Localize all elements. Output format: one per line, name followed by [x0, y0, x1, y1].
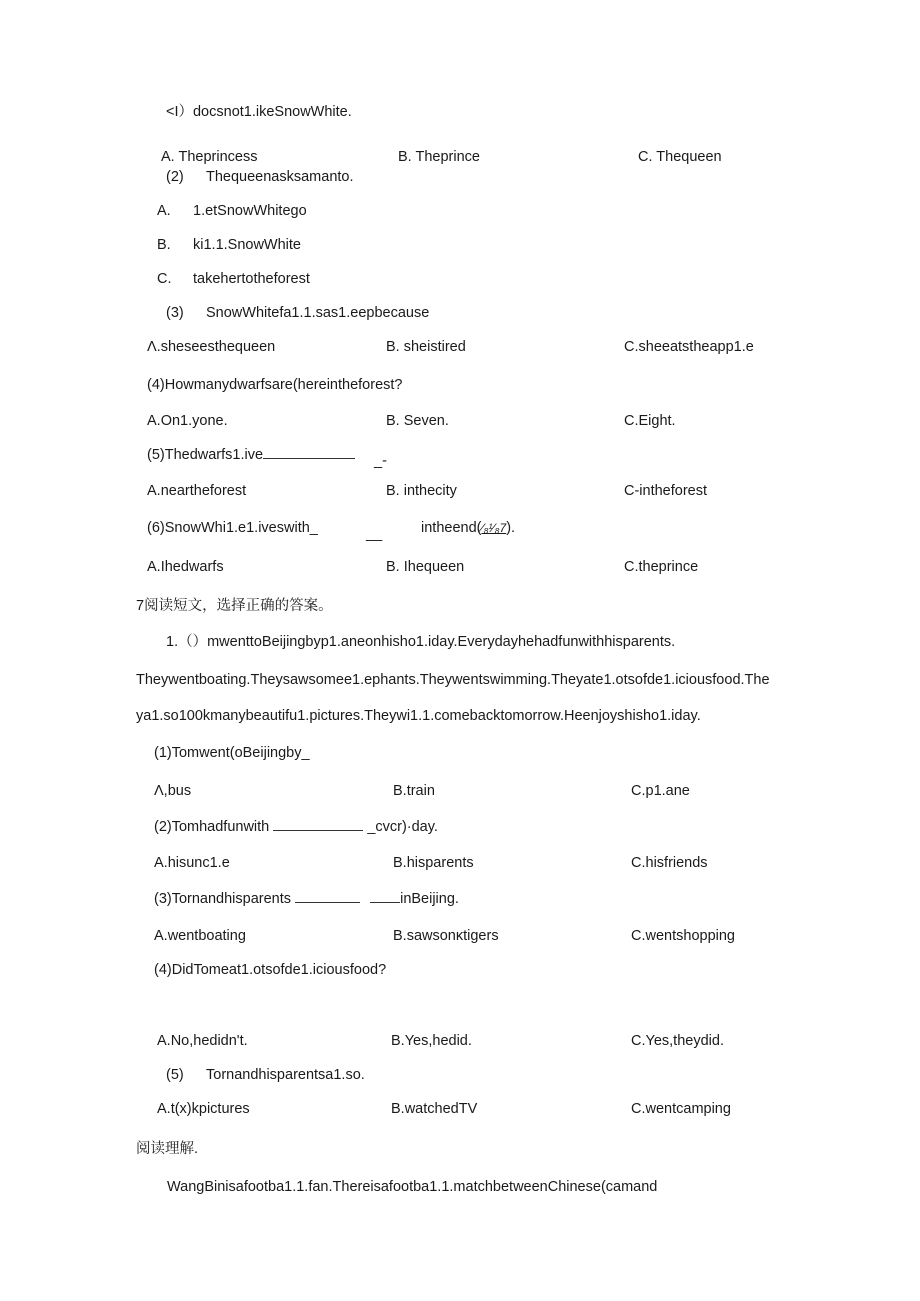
s7-question-3-text: (3)Tornandhisparents [154, 891, 292, 907]
question-2-option-a-letter: A. [157, 203, 171, 219]
s7-question-4-stem: (4)DidTomeat1.otsofde1.iciousfood? [154, 962, 387, 978]
s7-question-3-option-a: A.wentboating [154, 928, 246, 944]
passage-line-1: 1.（）mwenttoBeijingbyp1.aneonhisho1.iday.Everydayhehadfunwithhisparents. [166, 634, 676, 650]
question-2-option-b: ki1.1.SnowWhite [193, 237, 301, 253]
question-1-option-a: A. Theprincess [161, 149, 258, 165]
s7-question-3-tail: inBeijing. [400, 891, 459, 907]
section-8-heading: 阅读理解. [136, 1141, 199, 1157]
answer-blank [263, 446, 355, 459]
question-6-blank: __ [366, 526, 383, 542]
s7-question-3-option-c: C.wentshopping [631, 928, 735, 944]
question-6-stem: (6)SnowWhi1.e1.iveswith_ [147, 520, 318, 536]
answer-blank [370, 890, 400, 903]
s7-question-2-option-a: A.hisunc1.e [154, 855, 230, 871]
question-2-option-c: takehertotheforest [193, 271, 310, 287]
s7-question-5-option-c: C.wentcamping [631, 1101, 731, 1117]
section-7-heading: 7阅读短文，选择正确的答案。 [136, 598, 333, 614]
s7-question-3-option-b: B.sawsonκtigers [393, 928, 499, 944]
question-6-end [421, 519, 515, 537]
s7-question-1-option-a: Λ,bus [154, 783, 192, 799]
question-4-option-b: B. Seven. [386, 413, 449, 429]
question-6-option-c: C.theprince [624, 559, 699, 575]
garbled-fraction: ⁄₈¹⁄₈7 [481, 521, 507, 535]
question-6-end-text: intheend( [421, 520, 482, 536]
s7-question-2-tail: _cvcr)·day. [367, 819, 438, 835]
question-5-option-c: C-intheforest [624, 483, 708, 499]
question-2-number: (2) [166, 169, 184, 185]
s7-question-5-number: (5) [166, 1067, 184, 1083]
s7-question-5-stem: Tornandhisparentsa1.so. [206, 1067, 365, 1083]
answer-blank [295, 890, 360, 903]
s7-question-1-option-b: B.train [393, 783, 435, 799]
question-3-stem: SnowWhitefa1.1.sas1.eepbecause [206, 305, 430, 321]
question-5-option-a: A.neartheforest [147, 483, 247, 499]
question-2-option-b-letter: B. [157, 237, 171, 253]
question-3-option-b: B. sheistired [386, 339, 466, 355]
question-5-stem [147, 446, 355, 464]
s7-question-3-stem [154, 890, 459, 908]
question-2-option-c-letter: C. [157, 271, 172, 287]
question-2-stem: Thequeenasksamanto. [206, 169, 354, 185]
question-4-option-c: C.Eight. [624, 413, 676, 429]
passage-line-3: ya1.so100kmanybeautifu1.pictures.Theywi1.1.comebacktomorrow.Heenjoyshisho1.iday. [136, 708, 701, 724]
s7-question-2-stem [154, 818, 438, 836]
s7-question-4-option-c: C.Yes,theydid. [631, 1033, 724, 1049]
question-6-option-a: A.Ihedwarfs [147, 559, 224, 575]
question-3-option-c: C.sheeatstheapp1.e [624, 339, 754, 355]
question-1-stem: <I）docsnot1.ikeSnowWhite. [166, 104, 352, 120]
s7-question-4-option-a: A.No,hedidn't. [157, 1033, 248, 1049]
question-3-number: (3) [166, 305, 184, 321]
question-3-option-a: Λ.sheseesthequeen [147, 339, 276, 355]
s7-question-2-option-b: B.hisparents [393, 855, 474, 871]
s7-question-5-option-a: A.t(x)kpictures [157, 1101, 250, 1117]
question-2-option-a: 1.etSnowWhitego [193, 203, 307, 219]
question-5-option-b: B. inthecity [386, 483, 457, 499]
question-6-option-b: B. Ihequeen [386, 559, 465, 575]
question-4-stem: (4)Howmanydwarfsare(hereintheforest? [147, 377, 403, 393]
s7-question-5-option-b: B.watchedTV [391, 1101, 478, 1117]
s7-question-1-option-c: C.p1.ane [631, 783, 690, 799]
question-4-option-a: A.On1.yone. [147, 413, 228, 429]
passage-line-2: Theywentboating.Theysawsomee1.ephants.Theywentswimming.Theyate1.otsofde1.iciousfood.The [136, 672, 770, 688]
answer-blank [273, 818, 363, 831]
s7-question-2-option-c: C.hisfriends [631, 855, 708, 871]
question-5-text: (5)Thedwarfs1.ive [147, 447, 264, 463]
section-8-passage: WangBinisafootba1.1.fan.Thereisafootba1.1.matchbetweenChinese(camand [167, 1179, 658, 1195]
question-6-close: ). [506, 520, 516, 536]
question-1-option-c: C. Thequeen [638, 149, 722, 165]
s7-question-4-option-b: B.Yes,hedid. [391, 1033, 472, 1049]
s7-question-2-text: (2)Tomhadfunwith [154, 819, 270, 835]
s7-question-1-stem: (1)Tomwent(oBeijingby_ [154, 745, 310, 761]
question-1-option-b: B. Theprince [398, 149, 480, 165]
question-5-tail: _- [374, 453, 387, 469]
